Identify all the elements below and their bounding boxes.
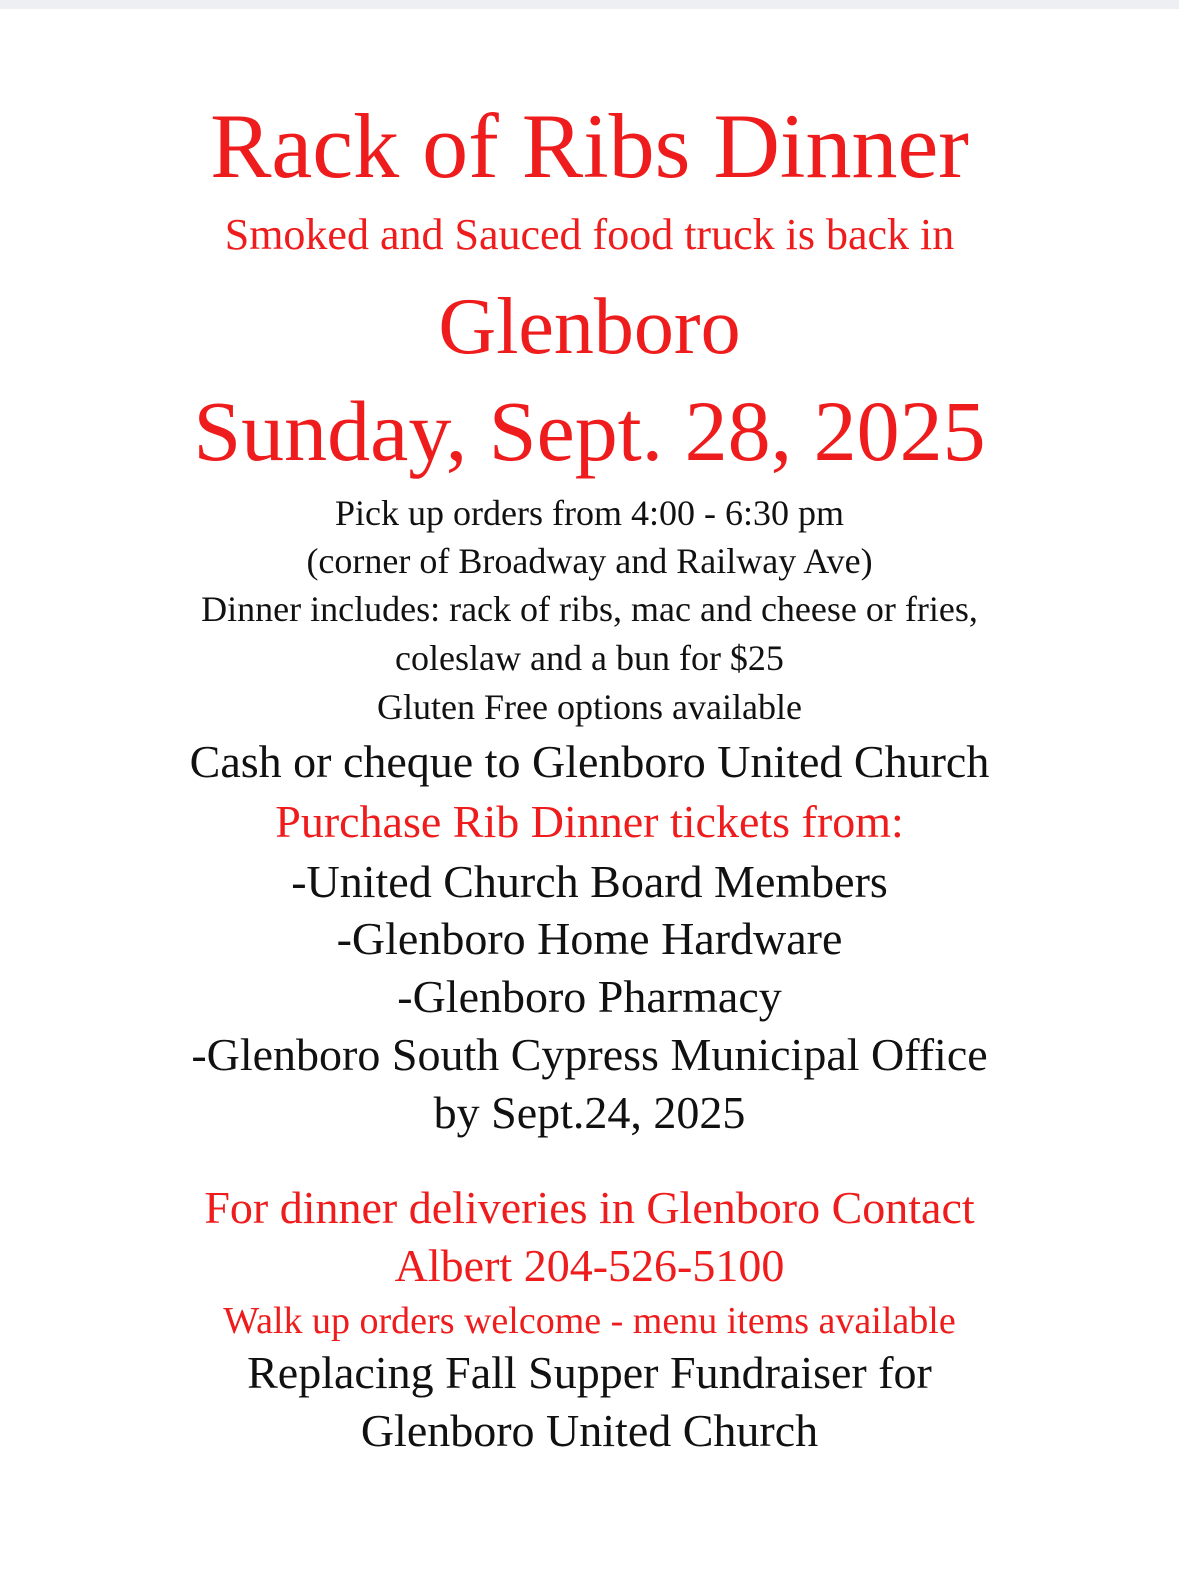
fundraiser-note-line-2: Glenboro United Church — [360, 1405, 819, 1456]
payment-info: Cash or cheque to Glenboro United Church — [189, 736, 990, 787]
dinner-includes-line-1: Dinner includes: rack of ribs, mac and cheese or fries, — [201, 589, 978, 629]
town-name: Glenboro — [438, 283, 741, 371]
ticket-deadline: by Sept.24, 2025 — [433, 1087, 746, 1138]
event-date: Sunday, Sept. 28, 2025 — [193, 383, 986, 479]
vendor-item: -Glenboro Pharmacy — [397, 971, 782, 1022]
flyer-title: Rack of Ribs Dinner — [210, 95, 969, 197]
delivery-contact-line-1: For dinner deliveries in Glenboro Contact — [204, 1182, 975, 1233]
pickup-location: (corner of Broadway and Railway Ave) — [306, 541, 873, 581]
pickup-time: Pick up orders from 4:00 - 6:30 pm — [335, 493, 844, 533]
fundraiser-note-line-1: Replacing Fall Supper Fundraiser for — [247, 1347, 932, 1398]
dinner-includes-line-2: coleslaw and a bun for $25 — [395, 638, 784, 678]
purchase-heading: Purchase Rib Dinner tickets from: — [275, 796, 904, 847]
flyer-subtitle: Smoked and Sauced food truck is back in — [224, 210, 955, 259]
vendor-item: -Glenboro Home Hardware — [336, 913, 843, 964]
vendor-item: -Glenboro South Cypress Municipal Office — [191, 1029, 988, 1080]
gluten-free-note: Gluten Free options available — [377, 687, 802, 727]
walkup-note: Walk up orders welcome - menu items available — [223, 1300, 956, 1342]
vendor-item: -United Church Board Members — [291, 856, 888, 907]
delivery-contact-line-2: Albert 204-526-5100 — [394, 1240, 785, 1291]
